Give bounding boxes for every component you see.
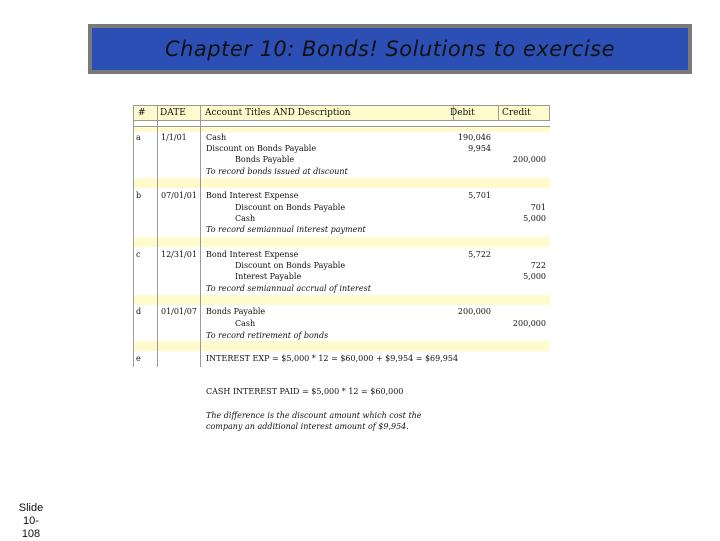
entry-line: Discount on Bonds Payable [206, 144, 317, 153]
slide-title: Chapter 10: Bonds! Solutions to exercise [164, 37, 616, 61]
grid-line [549, 105, 550, 120]
debit-amount: 5,701 [468, 191, 491, 200]
title-banner [92, 28, 688, 70]
entry-id: b [136, 191, 142, 200]
entry-id: c [136, 250, 141, 259]
entry-date: 01/01/07 [161, 307, 197, 316]
entry-line: Bond Interest Expense [206, 191, 299, 200]
journal-table [133, 105, 550, 367]
difference-note: The difference is the discount amount which cost the company an additional interest amount of $9,954. [206, 411, 422, 431]
credit-amount: 701 [530, 203, 546, 212]
grid-line [200, 105, 201, 367]
credit-amount: 200,000 [512, 319, 546, 328]
debit-amount: 190,046 [457, 133, 491, 142]
cash-interest-calc: CASH INTEREST PAID = $5,000 * 12 = $60,000 [206, 387, 404, 396]
entry-line: Cash [206, 133, 227, 142]
interest-expense-calc: INTEREST EXP = $5,000 * 12 = $60,000 + $9,954 = $69,954 [206, 354, 459, 363]
credit-amount: 722 [530, 261, 546, 270]
entry-line: Cash [235, 319, 256, 328]
grid-line [498, 105, 499, 120]
header-date: DATE [160, 108, 186, 118]
entry-id: a [136, 133, 141, 142]
entry-date: 1/1/01 [161, 133, 187, 142]
entry-memo: To record bonds issued at discount [206, 167, 348, 176]
header-account: Account Titles AND Description [205, 108, 351, 118]
grid-line [133, 105, 550, 106]
entry-id: e [136, 354, 141, 363]
entry-line: Bond Interest Expense [206, 250, 299, 259]
entry-memo: To record retirement of bonds [206, 331, 329, 340]
header-debit: Debit [450, 108, 475, 118]
entry-memo: To record semiannual accrual of interest [206, 284, 371, 293]
entry-line: Discount on Bonds Payable [235, 261, 346, 270]
entry-memo: To record semiannual interest payment [206, 225, 366, 234]
debit-amount: 200,000 [457, 307, 491, 316]
spacer-band [133, 295, 550, 305]
entry-line: Bonds Payable [206, 307, 266, 316]
entry-line: Cash [235, 214, 256, 223]
entry-date: 12/31/01 [161, 250, 197, 259]
entry-line: Bonds Payable [235, 155, 295, 164]
debit-amount: 5,722 [468, 250, 491, 259]
header-num: # [138, 108, 146, 118]
credit-amount: 200,000 [512, 155, 546, 164]
spacer-band [133, 341, 550, 351]
entry-line: Interest Payable [235, 272, 302, 281]
spacer-band [133, 178, 550, 188]
grid-line [157, 105, 158, 367]
spacer-band [133, 237, 550, 247]
grid-line [133, 105, 134, 367]
grid-line [133, 126, 550, 127]
debit-amount: 9,954 [468, 144, 491, 153]
entry-id: d [136, 307, 142, 316]
entry-date: 07/01/01 [161, 191, 197, 200]
credit-amount: 5,000 [523, 214, 546, 223]
slide-number: Slide 10-108 [18, 502, 44, 540]
entry-line: Discount on Bonds Payable [235, 203, 346, 212]
grid-line [133, 120, 550, 121]
header-credit: Credit [502, 108, 531, 118]
credit-amount: 5,000 [523, 272, 546, 281]
